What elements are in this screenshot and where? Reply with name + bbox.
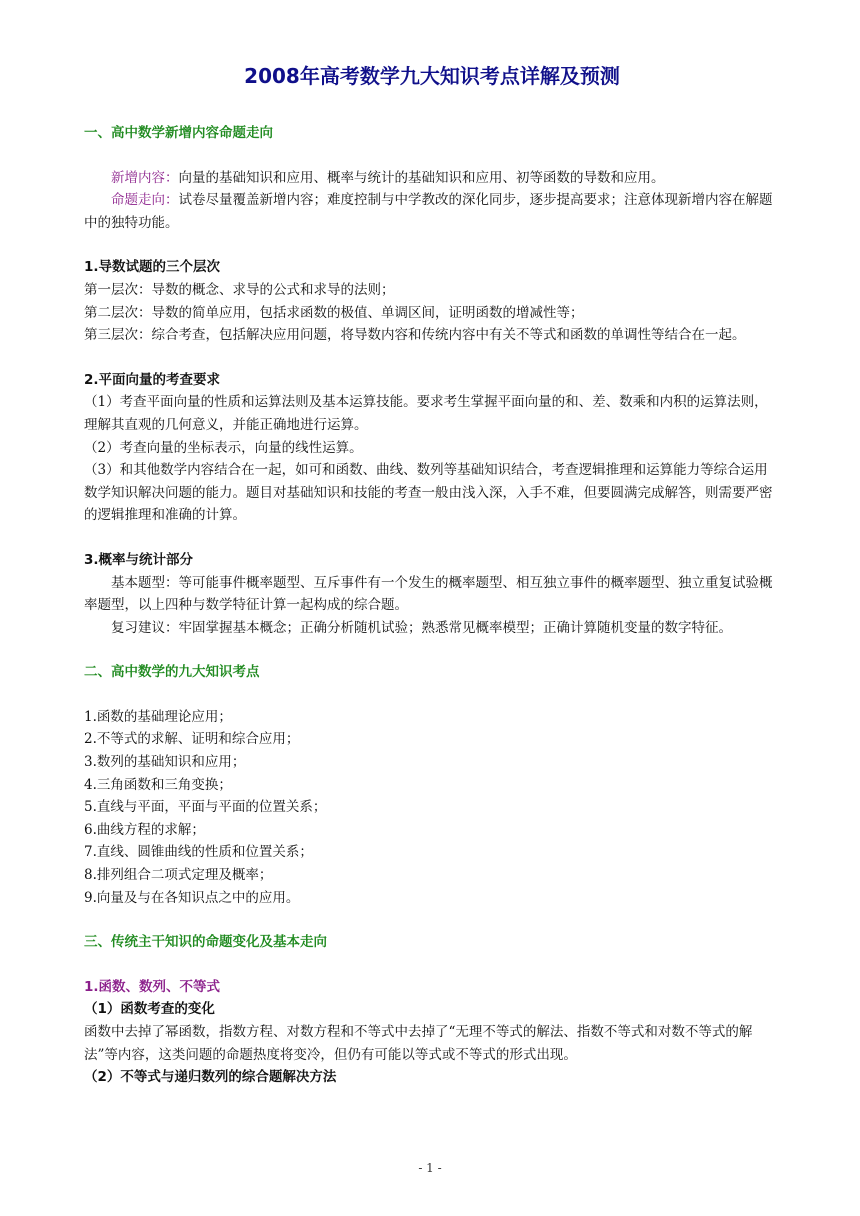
function-change-subheading: （1）函数考查的变化 bbox=[84, 1001, 215, 1018]
functions-sequences-subheading: 1.函数、数列、不等式 bbox=[84, 978, 221, 995]
new-content-text: 向量的基础知识和应用、概率与统计的基础知识和应用、初等函数的导数和应用。 bbox=[178, 169, 665, 186]
section-1-heading: 一、高中数学新增内容命题走向 bbox=[84, 125, 273, 141]
derivative-level-3: 第三层次：综合考查，包括解决应用问题，将导数内容和传统内容中有关不等式和函数的单调性等结合在一起。 bbox=[84, 327, 746, 344]
list-item: 2.不等式的求解、证明和综合应用； bbox=[84, 731, 300, 748]
document-title: 2008年高考数学九大知识考点详解及预测 bbox=[244, 64, 620, 88]
derivative-level-2: 第二层次：导数的简单应用，包括求函数的极值、单调区间，证明函数的增减性等； bbox=[84, 304, 584, 321]
page-number: - 1 - bbox=[418, 1161, 442, 1175]
knowledge-points-list bbox=[84, 706, 780, 909]
probability-basic-types: 基本题型：等可能事件概率题型、互斥事件有一个发生的概率题型、相互独立事件的概率题型、独立重复试验概率题型，以上四种与数学特征计算一起构成的综合题。 bbox=[84, 574, 773, 614]
trend-paragraph bbox=[84, 189, 780, 234]
list-item: 6.曲线方程的求解； bbox=[84, 821, 205, 838]
vector-req-1: （1）考查平面向量的性质和运算法则及基本运算技能。要求考生掌握平面向量的和、差、数乘和内积的运算法则，理解其直观的几何意义，并能正确地进行运算。 bbox=[84, 394, 768, 433]
probability-review-advice: 复习建议：牢固掌握基本概念；正确分析随机试验；熟悉常见概率模型；正确计算随机变量的数字特征。 bbox=[111, 619, 732, 636]
list-item: 4.三角函数和三角变换； bbox=[84, 776, 232, 793]
new-content-label: 新增内容： bbox=[111, 169, 179, 186]
list-item: 3.数列的基础知识和应用； bbox=[84, 754, 246, 771]
list-item: 1.函数的基础理论应用； bbox=[84, 708, 232, 725]
section-3-heading: 三、传统主干知识的命题变化及基本走向 bbox=[84, 934, 327, 951]
vector-req-2: （2）考查向量的坐标表示，向量的线性运算。 bbox=[84, 439, 363, 456]
inequality-recursion-subheading: （2）不等式与递归数列的综合题解决方法 bbox=[84, 1069, 337, 1086]
page-content bbox=[84, 62, 780, 1089]
trend-label: 命题走向： bbox=[111, 192, 179, 209]
list-item: 7.直线、圆锥曲线的性质和位置关系； bbox=[84, 844, 313, 861]
list-item: 9.向量及与在各知识点之中的应用。 bbox=[84, 889, 300, 906]
function-change-text: 函数中去掉了幂函数，指数方程、对数方程和不等式中去掉了“无理不等式的解法、指数不等式和对数不等式的解法”等内容，这类问题的命题热度将变冷，但仍有可能以等式或不等式的形式出现。 bbox=[84, 1024, 753, 1063]
derivative-level-1: 第一层次：导数的概念、求导的公式和求导的法则； bbox=[84, 281, 395, 298]
new-content-paragraph bbox=[84, 167, 780, 190]
vector-req-3: （3）和其他数学内容结合在一起，如可和函数、曲线、数列等基础知识结合，考查逻辑推理和运算能力等综合运用数学知识解决问题的能力。题目对基础知识和技能的考查一般由浅入深，入手不难，但要圆满完成解答，则需要严密的逻辑推理和准确的计算。 bbox=[84, 462, 773, 524]
probability-subheading: 3.概率与统计部分 bbox=[84, 551, 194, 568]
derivative-subheading: 1.导数试题的三个层次 bbox=[84, 259, 221, 276]
list-item: 5.直线与平面，平面与平面的位置关系； bbox=[84, 799, 327, 816]
vector-subheading: 2.平面向量的考查要求 bbox=[84, 371, 221, 388]
trend-text: 试卷尽量覆盖新增内容；难度控制与中学教改的深化同步，逐步提高要求；注意体现新增内容在解题中的独特功能。 bbox=[84, 192, 773, 231]
list-item: 8.排列组合二项式定理及概率； bbox=[84, 867, 273, 884]
section-2-heading: 二、高中数学的九大知识考点 bbox=[84, 664, 260, 681]
